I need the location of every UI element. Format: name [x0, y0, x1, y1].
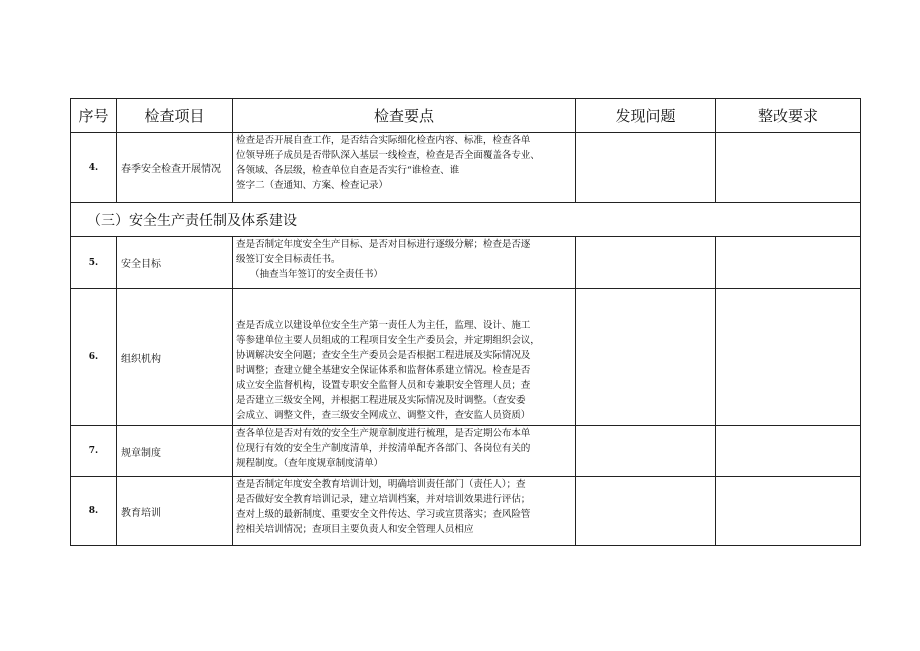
check-point-line: 查是否制定年度安全教育培训计划，明确培训责任部门（责任人）；查: [236, 479, 526, 490]
check-point-line: 检查是否开展自查工作，是否结合实际细化检查内容、标准，检查各单: [236, 135, 531, 146]
rectification-cell[interactable]: [716, 477, 861, 546]
check-point-line: 时调整；查建立健全基建安全保证体系和监督体系建立情况。检查是否: [236, 365, 531, 376]
check-point-line: 签字二（查通知、方案、检查记录）: [236, 180, 388, 191]
check-points: [233, 237, 576, 289]
check-point-line: 位领导班子成员是否带队深入基层一线检查，检查是否全面覆盖各专业、: [236, 150, 540, 161]
check-point-line: 级签订安全目标责任书。: [236, 254, 341, 265]
issues-cell[interactable]: [576, 426, 716, 477]
header-issues: 发现问题: [576, 99, 716, 133]
check-point-line: 查是否成立以建设单位安全生产第一责任人为主任，监理、设计、施工: [236, 320, 531, 331]
issues-cell[interactable]: [576, 237, 716, 289]
check-item: 安全目标: [117, 237, 233, 289]
check-point-line: 成立安全监督机构，设置专职安全监督人员和专兼职安全管理人员；查: [236, 380, 531, 391]
check-point-line: 各领域、各层级，检查单位自查是否实行“谁检查、谁: [236, 165, 460, 176]
issues-cell[interactable]: [576, 289, 716, 426]
check-item: 教育培训: [117, 477, 233, 546]
row-number: 4.: [71, 133, 117, 203]
inspection-table: [70, 98, 861, 546]
check-points: [233, 477, 576, 546]
check-point-line: 位现行有效的安全生产制度清单，并按清单配齐各部门、各岗位有关的: [236, 443, 531, 454]
check-item: 组织机构: [117, 289, 233, 426]
section-row: [71, 203, 861, 237]
table-row: [71, 289, 861, 426]
header-row: [71, 99, 861, 133]
rectification-cell[interactable]: [716, 289, 861, 426]
header-points: 检查要点: [233, 99, 576, 133]
check-item: 规章制度: [117, 426, 233, 477]
row-number: 8.: [71, 477, 117, 546]
check-point-line: 规程制度。（查年度规章制度清单）: [236, 458, 384, 469]
rectification-cell[interactable]: [716, 426, 861, 477]
table-row: [71, 426, 861, 477]
issues-cell[interactable]: [576, 133, 716, 203]
check-point-line: 协调解决安全问题；查安全生产委员会是否根据工程进展及实际情况及: [236, 350, 531, 361]
check-point-line: 是否做好安全教育培训记录，建立培训档案，并对培训效果进行评估；: [236, 494, 531, 505]
row-number: 5.: [71, 237, 117, 289]
check-points: [233, 426, 576, 477]
check-point-line: 是否建立三级安全网，并根据工程进展及实际情况及时调整。（查安委: [236, 395, 526, 406]
table-row: [71, 477, 861, 546]
header-item: 检查项目: [117, 99, 233, 133]
header-seq: 序号: [71, 99, 117, 133]
check-point-line: （抽查当年签订的安全责任书）: [250, 269, 383, 280]
check-point-line: 查各单位是否对有效的安全生产规章制度进行梳理，是否定期公布本单: [236, 428, 531, 439]
header-rectification: 整改要求: [716, 99, 861, 133]
section-title: （三）安全生产责任制及体系建设: [71, 203, 861, 237]
rectification-cell[interactable]: [716, 133, 861, 203]
check-item: 春季安全检查开展情况: [117, 133, 233, 203]
row-number: 6.: [71, 289, 117, 426]
check-point-line: 查是否制定年度安全生产目标、是否对目标进行逐级分解；检查是否逐: [236, 239, 531, 250]
check-point-line: 查对上级的最新制度、重要安全文件传达、学习或宣贯落实；查风险管: [236, 509, 531, 520]
issues-cell[interactable]: [576, 477, 716, 546]
check-point-line: 会成立、调整文件，查三级安全网成立、调整文件，查安监人员资质）: [236, 410, 531, 421]
check-points: [233, 133, 576, 203]
rectification-cell[interactable]: [716, 237, 861, 289]
row-number: 7.: [71, 426, 117, 477]
check-point-line: 控相关培训情况；查项目主要负责人和安全管理人员相应: [236, 524, 474, 535]
table-row: [71, 133, 861, 203]
table-row: [71, 237, 861, 289]
check-point-line: 等参建单位主要人员组成的工程项目安全生产委员会，并定期组织会议，: [236, 335, 540, 346]
check-points: [233, 289, 576, 426]
